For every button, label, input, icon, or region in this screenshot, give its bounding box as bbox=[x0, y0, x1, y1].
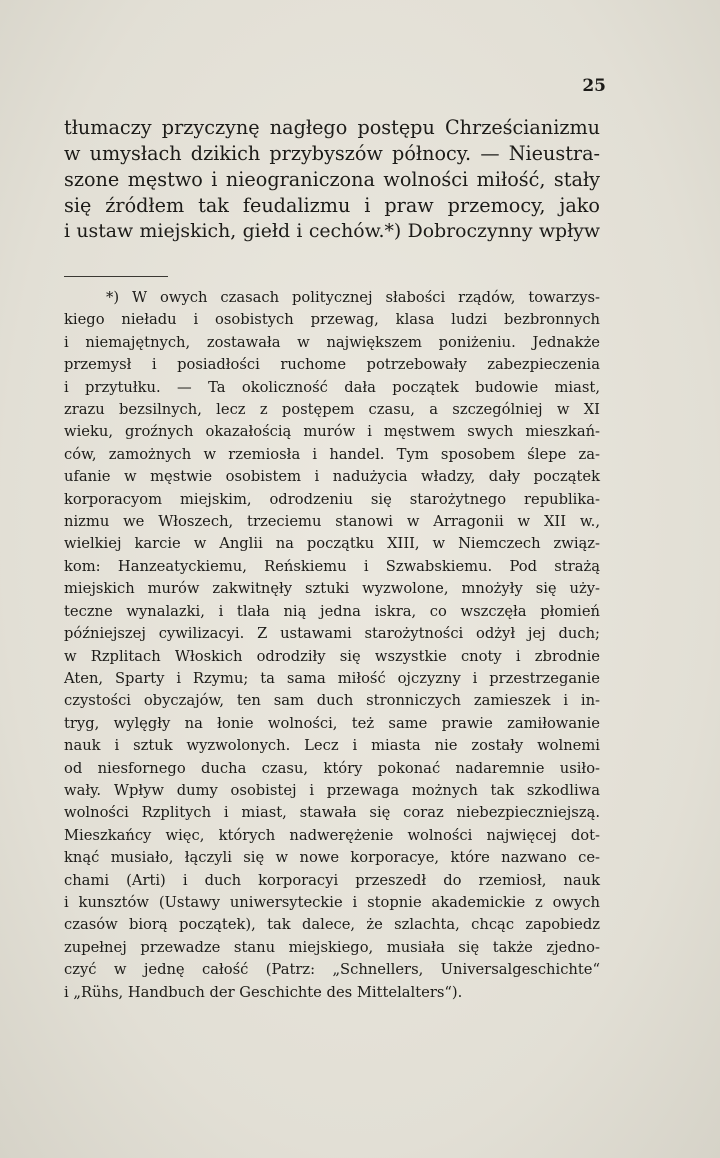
main-text-line: tłumaczy przyczynę nagłego postępu Chrześcianizmu bbox=[64, 116, 600, 139]
main-text-line: i ustaw miejskich, giełd i cechów.*) Dobroczynny wpływ bbox=[64, 221, 600, 242]
footnote-line: miejskich murów zakwitnęły sztuki wyzwolone, mnożyły się uży- bbox=[64, 580, 600, 598]
footnote-line: nizmu we Włoszech, trzeciemu stanowi w Arragonii w XII w., bbox=[64, 513, 600, 531]
footnote-line: tryg, wylęgły na łonie wolności, też same prawie zamiłowanie bbox=[64, 714, 600, 732]
footnote-line: późniejszej cywilizacyi. Z ustawami starożytności odżył jej duch; bbox=[64, 625, 600, 643]
footnote-line: ufanie w męstwie osobistem i nadużycia władzy, dały początek bbox=[64, 468, 600, 486]
footnote-line: zrazu bezsilnych, lecz z postępem czasu, a szczególniej w XI bbox=[64, 401, 600, 419]
main-text-line: się źródłem tak feudalizmu i praw przemocy, jako bbox=[64, 194, 600, 217]
footnote-line: wolności Rzplitych i miast, stawała się coraz niebezpieczniejszą. bbox=[64, 804, 600, 822]
footnote-line: czasów biorą początek), tak dalece, że szlachta, chcąc zapobiedz bbox=[64, 916, 600, 934]
footnote-line: kiego nieładu i osobistych przewag, klasa ludzi bezbronnych bbox=[64, 311, 600, 329]
footnote-line: od niesfornego ducha czasu, który pokonać nadaremnie usiło- bbox=[64, 759, 600, 777]
main-text-line: w umysłach dzikich przybyszów północy. — Nieustra- bbox=[64, 142, 600, 165]
footnote-line: czyć w jednę całość (Patrz: „Schnellers, Universalgeschichte“ bbox=[64, 961, 600, 979]
footnote-line: Aten, Sparty i Rzymu; ta sama miłość ojczyzny i przestrzeganie bbox=[64, 669, 600, 687]
footnote-line: zupełnej przewadze stanu miejskiego, musiała się także zjedno- bbox=[64, 938, 600, 956]
footnote-line: korporacyom miejskim, odrodzeniu się starożytnego republika- bbox=[64, 490, 600, 508]
footnote-line: Mieszkańcy więc, których nadwerężenie wolności najwięcej dot- bbox=[64, 826, 600, 844]
footnote-line: w Rzplitach Włoskich odrodziły się wszystkie cnoty i zbrodnie bbox=[64, 647, 600, 665]
footnote-line: chami (Arti) i duch korporacyi przeszedł do rzemiosł, nauk bbox=[64, 871, 600, 889]
footnote-line: knąć musiało, łączyli się w nowe korporacye, które nazwano ce- bbox=[64, 849, 600, 867]
footnote-line: i niemajętnych, zostawała w największem poniżeniu. Jednakże bbox=[64, 333, 600, 351]
footnote-line: i kunsztów (Ustawy uniwersyteckie i stopnie akademickie z owych bbox=[64, 893, 600, 911]
footnote-line: ców, zamożnych w rzemiosła i handel. Tym sposobem ślepe za- bbox=[64, 445, 600, 463]
footnote-line: *) W owych czasach politycznej słabości rządów, towarzys- bbox=[106, 289, 600, 306]
footnote-line: kom: Hanzeatyckiemu, Reńskiemu i Szwabskiemu. Pod strażą bbox=[64, 557, 600, 575]
footnote-line: i „Rühs, Handbuch der Geschichte des Mittelalters“). bbox=[64, 983, 463, 1001]
footnote-line: wieku, groźnych okazałością murów i męstwem swych mieszkań- bbox=[64, 423, 600, 441]
footnote-divider bbox=[64, 276, 168, 277]
footnote-line: wały. Wpływ dumy osobistej i przewaga możnych tak szkodliwa bbox=[64, 781, 600, 799]
footnote-line: wielkiej karcie w Anglii na początku XIII, w Niemczech związ- bbox=[64, 535, 600, 553]
footnote-line: czystości obyczajów, ten sam duch stronniczych zamieszek i in- bbox=[64, 692, 600, 710]
footnote-line: nauk i sztuk wyzwolonych. Lecz i miasta nie zostały wolnemi bbox=[64, 737, 600, 755]
main-text-line: szone męstwo i nieograniczona wolności miłość, stały bbox=[64, 168, 600, 191]
footnote-line: przemysł i posiadłości ruchome potrzebowały zabezpieczenia bbox=[64, 356, 600, 374]
footnote bbox=[64, 287, 600, 1004]
footnote-line: i przytułku. — Ta okoliczność dała początek budowie miast, bbox=[64, 378, 600, 396]
footnote-line: teczne wynalazki, i tlała nią jedna iskra, co wszczęła płomień bbox=[64, 602, 600, 620]
page-number: 25 bbox=[582, 76, 606, 96]
main-text bbox=[64, 115, 600, 245]
